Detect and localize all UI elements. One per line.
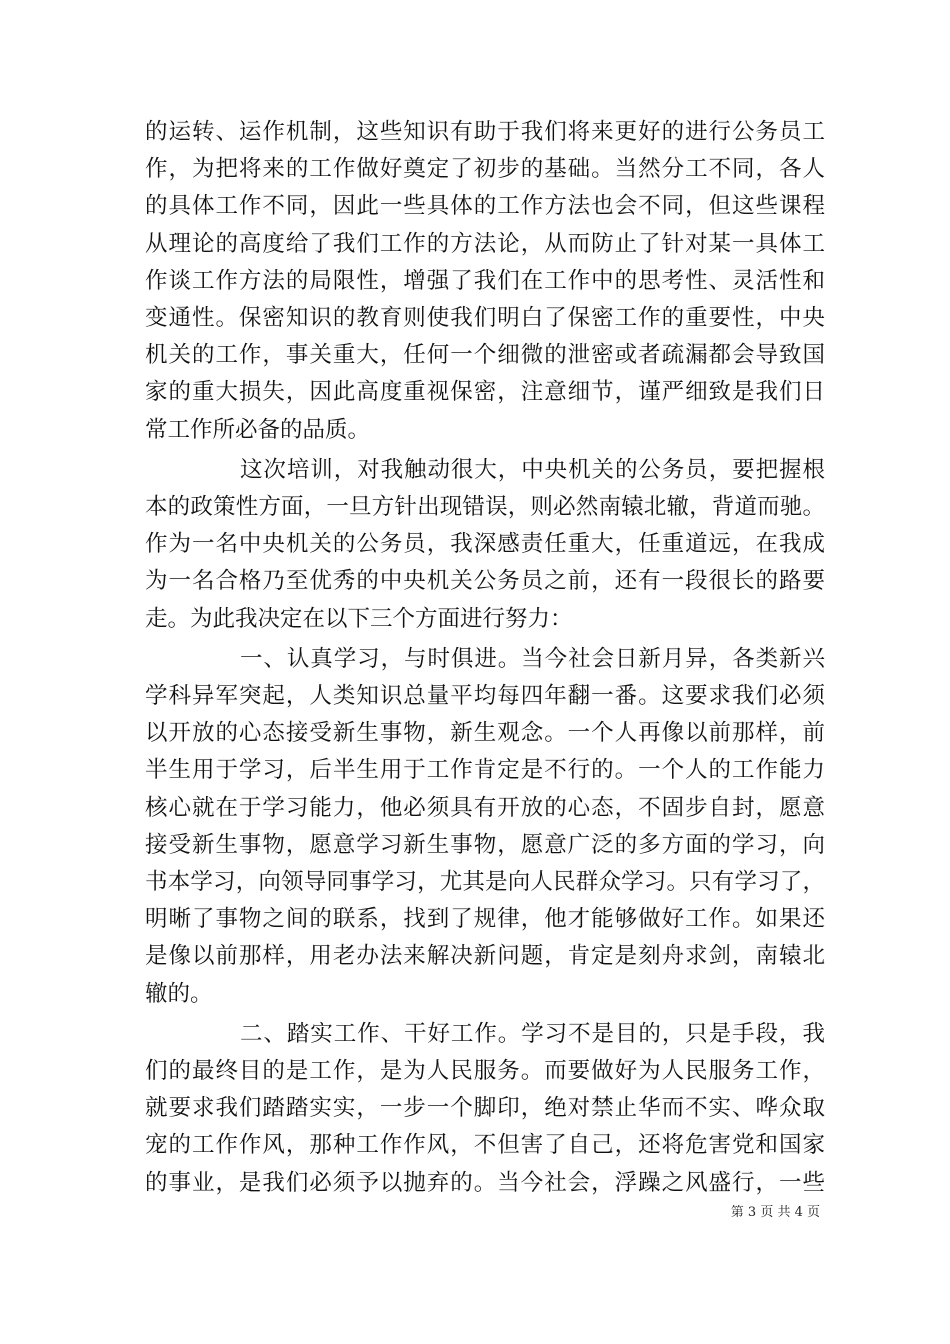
- body-line: 变通性。保密知识的教育则使我们明白了保密工作的重要性，中央: [145, 305, 825, 331]
- body-line: 核心就在于学习能力，他必须具有开放的心态，不固步自封，愿意: [145, 794, 825, 821]
- paragraph-first-line: 二、踏实工作、干好工作。学习不是目的，只是手段，我: [240, 1020, 825, 1047]
- body-line: 以开放的心态接受新生事物，新生观念。一个人再像以前那样，前: [145, 720, 825, 747]
- body-line: 作为一名中央机关的公务员，我深感责任重大，任重道远，在我成: [145, 531, 825, 558]
- body-line: 书本学习，向领导同事学习，尤其是向人民群众学习。只有学习了，: [145, 869, 825, 895]
- body-line: 本的政策性方面，一旦方针出现错误，则必然南辕北辙，背道而驰。: [145, 494, 825, 520]
- body-line: 家的重大损失，因此高度重视保密，注意细节，谨严细致是我们日: [145, 379, 825, 406]
- body-line: 接受新生事物，愿意学习新生事物，愿意广泛的多方面的学习，向: [145, 831, 825, 858]
- body-line: 从理论的高度给了我们工作的方法论，从而防止了针对某一具体工: [145, 230, 825, 257]
- body-line: 的运转、运作机制，这些知识有助于我们将来更好的进行公务员工: [145, 119, 825, 145]
- body-line: 常工作所必备的品质。: [145, 416, 371, 443]
- body-line: 宠的工作作风，那种工作作风，不但害了自己，还将危害党和国家: [145, 1132, 825, 1159]
- body-line: 明晰了事物之间的联系，找到了规律，他才能够做好工作。如果还: [145, 906, 825, 933]
- body-line: 机关的工作，事关重大，任何一个细微的泄密或者疏漏都会导致国: [145, 342, 825, 369]
- body-line: 为一名合格乃至优秀的中央机关公务员之前，还有一段很长的路要: [145, 568, 825, 595]
- body-line: 是像以前那样，用老办法来解决新问题，肯定是刻舟求剑，南辕北: [145, 943, 825, 970]
- body-line: 辙的。: [145, 980, 213, 1007]
- body-line: 半生用于学习，后半生用于工作肯定是不行的。一个人的工作能力: [145, 757, 825, 784]
- page-number-footer: 第 3 页 共 4 页: [730, 1204, 820, 1220]
- body-line: 的事业，是我们必须予以抛弃的。当今社会，浮躁之风盛行，一些: [145, 1169, 825, 1196]
- body-line: 们的最终目的是工作，是为人民服务。而要做好为人民服务工作，: [145, 1058, 825, 1084]
- body-line: 就要求我们踏踏实实，一步一个脚印，绝对禁止华而不实、哗众取: [145, 1095, 825, 1122]
- body-line: 作谈工作方法的局限性，增强了我们在工作中的思考性、灵活性和: [145, 267, 825, 294]
- body-line: 学科异军突起，人类知识总量平均每四年翻一番。这要求我们必须: [145, 683, 825, 709]
- paragraph-first-line: 一、认真学习，与时俱进。当今社会日新月异，各类新兴: [240, 645, 825, 672]
- body-line: 作，为把将来的工作做好奠定了初步的基础。当然分工不同，各人: [145, 156, 825, 183]
- body-line: 走。为此我决定在以下三个方面进行努力：: [145, 605, 573, 632]
- paragraph-first-line: 这次培训，对我触动很大，中央机关的公务员，要把握根: [240, 456, 825, 483]
- body-line: 的具体工作不同，因此一些具体的工作方法也会不同，但这些课程: [145, 193, 825, 220]
